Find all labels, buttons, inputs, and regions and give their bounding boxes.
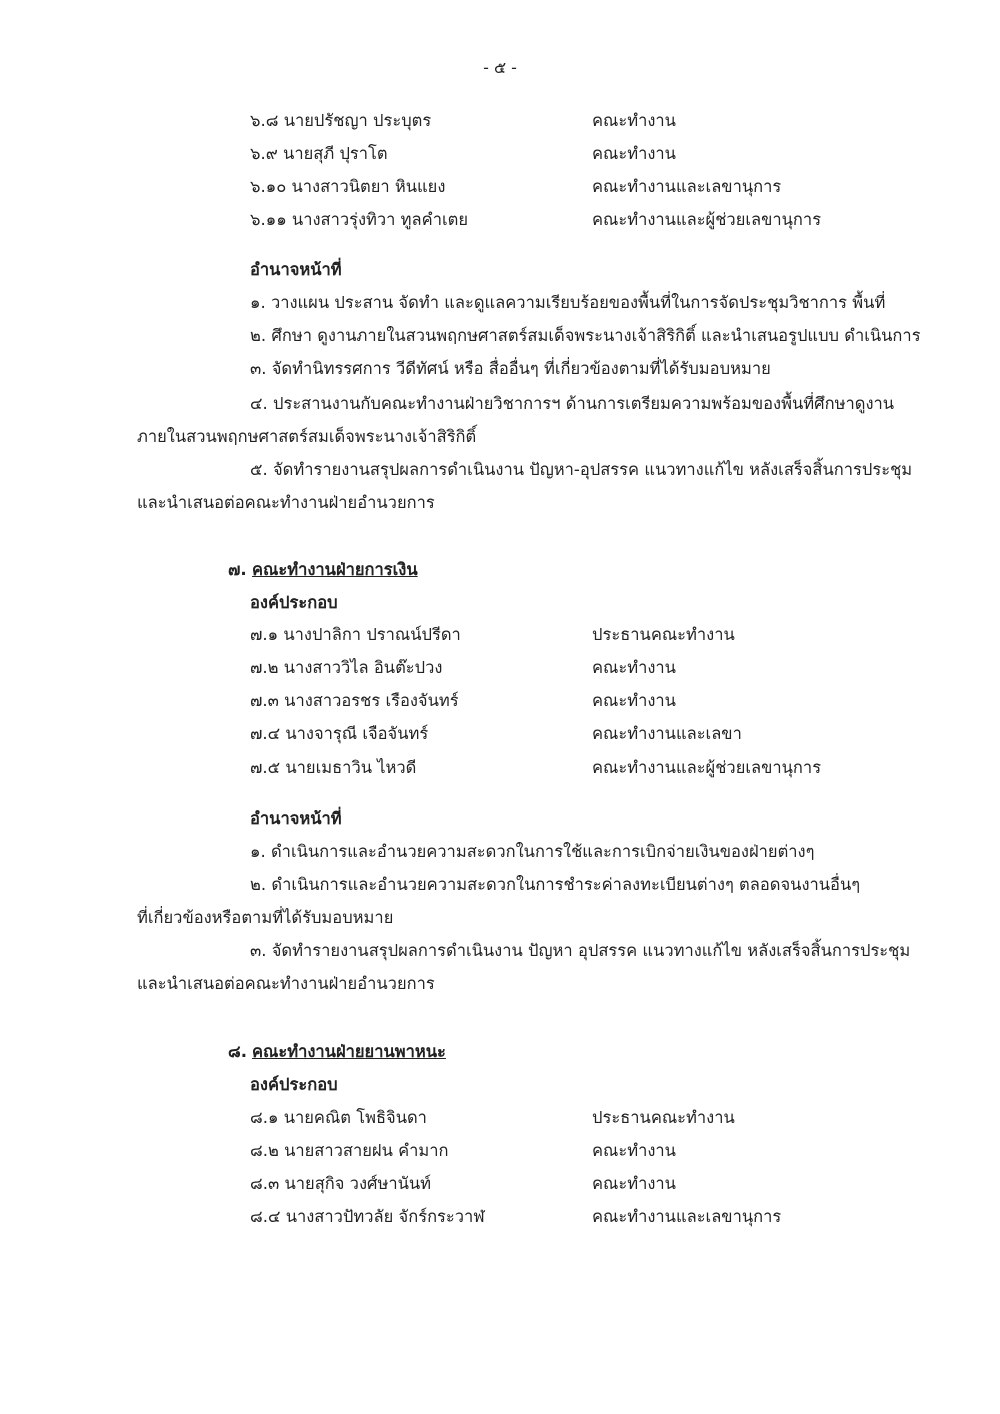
member-name: ๘.๑ นายคณิต โพธิจินดา <box>250 1108 427 1127</box>
member-role: คณะทำงานและผู้ช่วยเลขานุการ <box>592 210 822 229</box>
member-role: คณะทำงาน <box>592 1174 676 1193</box>
member-role: คณะทำงาน <box>592 691 676 710</box>
member-role: คณะทำงาน <box>592 111 676 130</box>
member-name: ๘.๒ นายสาวสายฝน คำมาก <box>250 1141 449 1160</box>
duty-item: ๓. จัดทำนิทรรศการ วีดีทัศน์ หรือ สื่ออื่นๆ ที่เกี่ยวข้องตามที่ได้รับมอบหมาย <box>250 359 771 378</box>
duty-item: ๑. วางแผน ประสาน จัดทำ และดูแลความเรียบร้อยของพื้นที่ในการจัดประชุมวิชาการ พื้นที่ <box>250 293 886 312</box>
section-number: ๗. <box>228 560 247 579</box>
duties-heading: อำนาจหน้าที่ <box>250 260 342 279</box>
member-role: คณะทำงาน <box>592 144 676 163</box>
duty-item: ๕. จัดทำรายงานสรุปผลการดำเนินงาน ปัญหา-อุปสรรค แนวทางแก้ไข หลังเสร็จสิ้นการประชุม <box>250 460 913 479</box>
duty-item: ๒. ดำเนินการและอำนวยความสะดวกในการชำระค่าลงทะเบียนต่างๆ ตลอดจนงานอื่นๆ <box>250 875 861 894</box>
duty-item-continuation: และนำเสนอต่อคณะทำงานฝ่ายอำนวยการ <box>137 493 435 512</box>
duty-item-continuation: ที่เกี่ยวข้องหรือตามที่ได้รับมอบหมาย <box>137 908 394 927</box>
member-name: ๗.๑ นางปาลิกา ปราณน์ปรีดา <box>250 625 461 644</box>
duty-item-continuation: และนำเสนอต่อคณะทำงานฝ่ายอำนวยการ <box>137 974 435 993</box>
member-name: ๖.๙ นายสุภี ปุราโต <box>250 144 388 163</box>
member-role: ประธานคณะทำงาน <box>592 625 735 644</box>
duty-item: ๓. จัดทำรายงานสรุปผลการดำเนินงาน ปัญหา อุปสรรค แนวทางแก้ไข หลังเสร็จสิ้นการประชุม <box>250 941 911 960</box>
page-number: - ๕ - <box>483 58 517 77</box>
member-role: คณะทำงานและเลขานุการ <box>592 1207 782 1226</box>
duty-item: ๑. ดำเนินการและอำนวยความสะดวกในการใช้และการเบิกจ่ายเงินของฝ่ายต่างๆ <box>250 842 815 861</box>
member-role: คณะทำงาน <box>592 658 676 677</box>
section-title: คณะทำงานฝ่ายการเงิน <box>252 560 418 579</box>
duty-item-continuation: ภายในสวนพฤกษศาสตร์สมเด็จพระนางเจ้าสิริกิติ์ <box>137 427 477 446</box>
member-name: ๗.๒ นางสาววิไล อินต๊ะปวง <box>250 658 443 677</box>
member-name: ๘.๓ นายสุกิจ วงศ์ษานันท์ <box>250 1174 432 1193</box>
composition-heading: องค์ประกอบ <box>250 593 338 612</box>
duty-item: ๔. ประสานงานกับคณะทำงานฝ่ายวิชาการฯ ด้านการเตรียมความพร้อมของพื้นที่ศึกษาดูงาน <box>250 394 895 413</box>
member-name: ๖.๑๐ นางสาวนิตยา หินแยง <box>250 177 446 196</box>
member-name: ๖.๑๑ นางสาวรุ่งทิวา ทูลคำเตย <box>250 210 468 229</box>
member-name: ๘.๔ นางสาวปัทวลัย จักร์กระวาฬ <box>250 1207 485 1226</box>
section-title: คณะทำงานฝ่ายยานพาหนะ <box>252 1042 446 1061</box>
member-role: คณะทำงาน <box>592 1141 676 1160</box>
member-name: ๗.๓ นางสาวอรชร เรืองจันทร์ <box>250 691 459 710</box>
section-number: ๘. <box>228 1042 247 1061</box>
duty-item: ๒. ศึกษา ดูงานภายในสวนพฤกษศาสตร์สมเด็จพระนางเจ้าสิริกิติ์ และนำเสนอรูปแบบ ดำเนินการ <box>250 326 921 345</box>
duties-heading: อำนาจหน้าที่ <box>250 809 342 828</box>
member-name: ๗.๕ นายเมธาวิน ไหวดี <box>250 758 417 777</box>
composition-heading: องค์ประกอบ <box>250 1075 338 1094</box>
member-role: คณะทำงานและเลขา <box>592 724 742 743</box>
member-role: คณะทำงานและผู้ช่วยเลขานุการ <box>592 758 822 777</box>
member-name: ๖.๘ นายปรัชญา ประบุตร <box>250 111 432 130</box>
member-role: คณะทำงานและเลขานุการ <box>592 177 782 196</box>
member-name: ๗.๔ นางจารุณี เจือจันทร์ <box>250 724 429 743</box>
member-role: ประธานคณะทำงาน <box>592 1108 735 1127</box>
